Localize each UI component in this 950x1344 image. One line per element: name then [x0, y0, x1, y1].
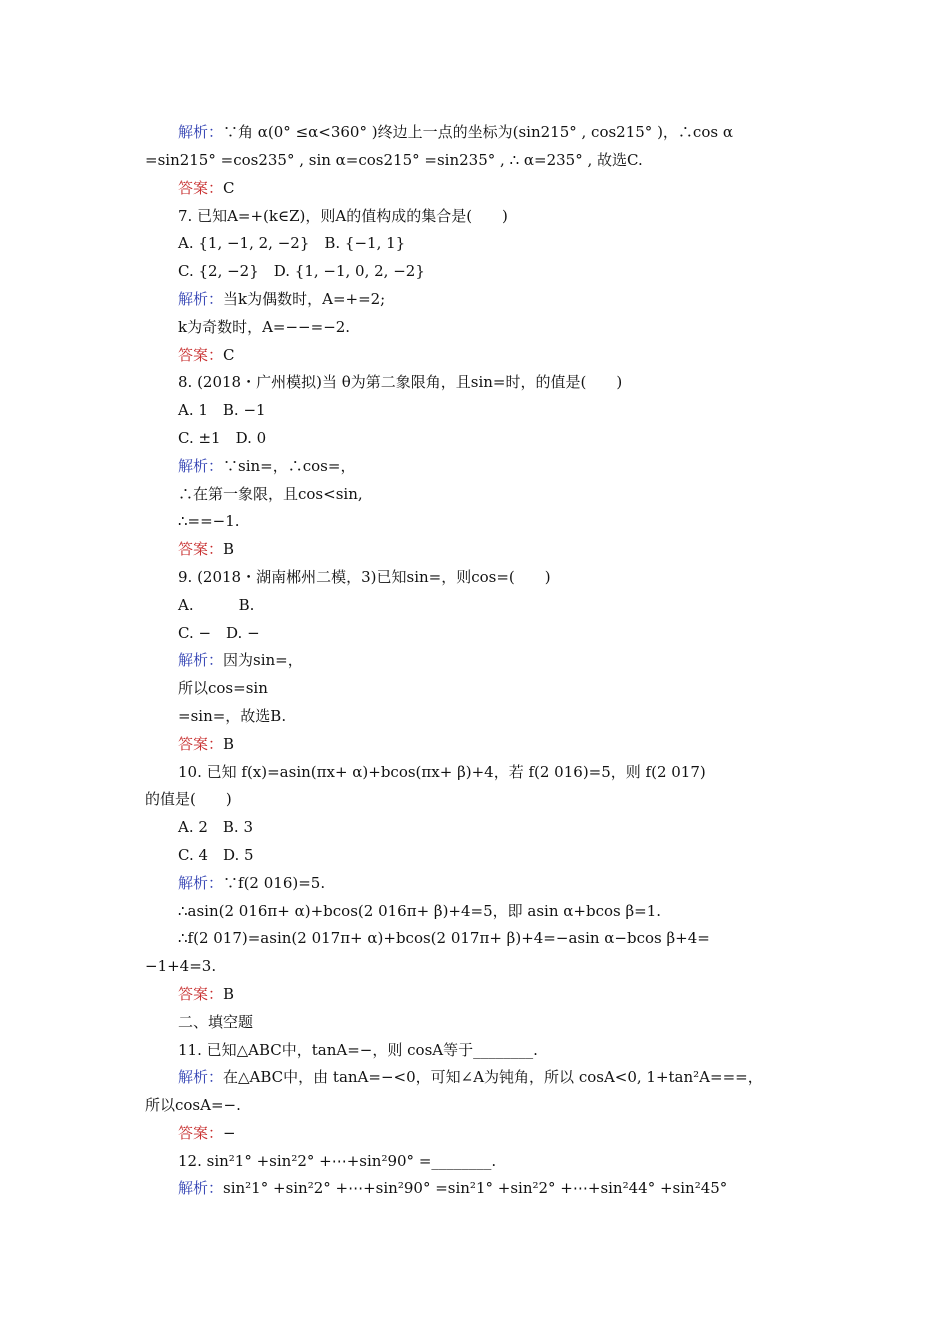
- answer-line: [178, 344, 235, 366]
- text: ∴f(2 017)=asin(2 017π+ α)+bcos(2 017π+ β)+4=−asin α−bcos β+4=: [178, 929, 710, 947]
- text: 12. sin²1° +sin²2° +⋯+sin²90° =________.: [178, 1152, 497, 1170]
- solution-line: [178, 649, 303, 671]
- options-line: [178, 399, 266, 421]
- text: 的值是( ): [145, 790, 232, 808]
- solution-label: 解析：: [178, 290, 224, 308]
- question-8: [178, 371, 622, 393]
- options-line: [178, 232, 405, 254]
- solution-line: [178, 455, 355, 477]
- text: ∴在第一象限，且cos<sin,: [178, 485, 363, 503]
- solution-label: 解析：: [178, 1179, 224, 1197]
- text: A. B.: [178, 596, 255, 614]
- answer-label: 答案：: [178, 1124, 224, 1142]
- question-10: [178, 761, 706, 783]
- solution-line: [178, 288, 385, 310]
- options-line: [178, 427, 266, 449]
- text-line: [178, 510, 240, 532]
- options-line: [178, 260, 425, 282]
- text: 当k为偶数时，A=+=2;: [223, 290, 386, 308]
- options-line: [178, 594, 254, 616]
- answer-line: [178, 983, 234, 1005]
- answer-line: [178, 1122, 236, 1144]
- text: sin²1° +sin²2° +⋯+sin²90° =sin²1° +sin²2° +⋯+sin²44° +sin²45°: [223, 1179, 728, 1197]
- text: 9. (2018・湖南郴州二模，3)已知sin=，则cos=( ): [178, 568, 551, 586]
- text: A. 1 B. −1: [178, 401, 266, 419]
- text: k为奇数时，A=−−=−2.: [178, 318, 351, 336]
- question-11: [178, 1039, 538, 1061]
- text: ∴asin(2 016π+ α)+bcos(2 016π+ β)+4=5，即 asin α+bcos β=1.: [178, 902, 662, 920]
- question-9: [178, 566, 551, 588]
- text: C. − D. −: [178, 624, 260, 642]
- text-line: [145, 788, 232, 810]
- text-line: [178, 705, 286, 727]
- answer-label: 答案：: [178, 179, 224, 197]
- text-line: [178, 483, 363, 505]
- text: B: [223, 735, 235, 753]
- solution-line: [178, 1066, 763, 1088]
- text: 8. (2018・广州模拟)当 θ为第二象限角，且sin=时，的值是( ): [178, 373, 623, 391]
- text: −: [223, 1124, 236, 1142]
- solution-line: [178, 1177, 727, 1199]
- solution-line: [178, 872, 325, 894]
- text-line: [178, 316, 350, 338]
- text: =sin=，故选B.: [178, 707, 287, 725]
- text: ∵角 α(0° ≤α<360° )终边上一点的坐标为(sin215° , cos215° )，∴cos α: [223, 123, 733, 141]
- text: ∵f(2 016)=5.: [223, 874, 326, 892]
- text-line: [145, 955, 216, 977]
- text: C. {2, −2} D. {1, −1, 0, 2, −2}: [178, 262, 425, 280]
- text: B: [223, 985, 235, 1003]
- section-heading: [178, 1011, 253, 1033]
- solution-label: 解析：: [178, 457, 224, 475]
- answer-label: 答案：: [178, 346, 224, 364]
- text: 在△ABC中，由 tanA=−<0，可知∠A为钝角，所以 cosA<0, 1+tan²A===，: [223, 1068, 763, 1086]
- text: A. 2 B. 3: [178, 818, 254, 836]
- text: 所以cosA=−.: [145, 1096, 241, 1114]
- solution-label: 解析：: [178, 123, 224, 141]
- solution-label: 解析：: [178, 874, 224, 892]
- text: 11. 已知△ABC中，tanA=−，则 cosA等于________.: [178, 1041, 538, 1059]
- text-line: [178, 677, 268, 699]
- answer-label: 答案：: [178, 735, 224, 753]
- text: B: [223, 540, 235, 558]
- text-line: [145, 1094, 241, 1116]
- text: C. 4 D. 5: [178, 846, 254, 864]
- options-line: [178, 816, 253, 838]
- text: 因为sin=，: [223, 651, 303, 669]
- text: C: [223, 346, 235, 364]
- question-7: [178, 205, 508, 227]
- question-12: [178, 1150, 496, 1172]
- text-line: [178, 900, 661, 922]
- text: C: [223, 179, 235, 197]
- solution-label: 解析：: [178, 1068, 224, 1086]
- solution-line: [178, 121, 733, 143]
- text-line: [178, 927, 710, 949]
- text: A. {1, −1, 2, −2} B. {−1, 1}: [178, 234, 406, 252]
- answer-line: [178, 538, 234, 560]
- text: 二、填空题: [178, 1013, 254, 1031]
- text-line: [145, 149, 643, 171]
- options-line: [178, 844, 254, 866]
- text: −1+4=3.: [145, 957, 217, 975]
- text: 10. 已知 f(x)=asin(πx+ α)+bcos(πx+ β)+4，若 f(2 016)=5，则 f(2 017): [178, 763, 706, 781]
- answer-line: [178, 177, 235, 199]
- answer-label: 答案：: [178, 985, 224, 1003]
- text: 7. 已知A=+(k∈Z)，则A的值构成的集合是( ): [178, 207, 508, 225]
- text: C. ±1 D. 0: [178, 429, 267, 447]
- text: =sin215° =cos235° , sin α=cos215° =sin235° , ∴ α=235° , 故选C.: [145, 151, 643, 169]
- solution-label: 解析：: [178, 651, 224, 669]
- text: ∴==−1.: [178, 512, 240, 530]
- text: ∵sin=，∴cos=，: [223, 457, 356, 475]
- answer-label: 答案：: [178, 540, 224, 558]
- options-line: [178, 622, 260, 644]
- answer-line: [178, 733, 234, 755]
- text: 所以cos=sin: [178, 679, 268, 697]
